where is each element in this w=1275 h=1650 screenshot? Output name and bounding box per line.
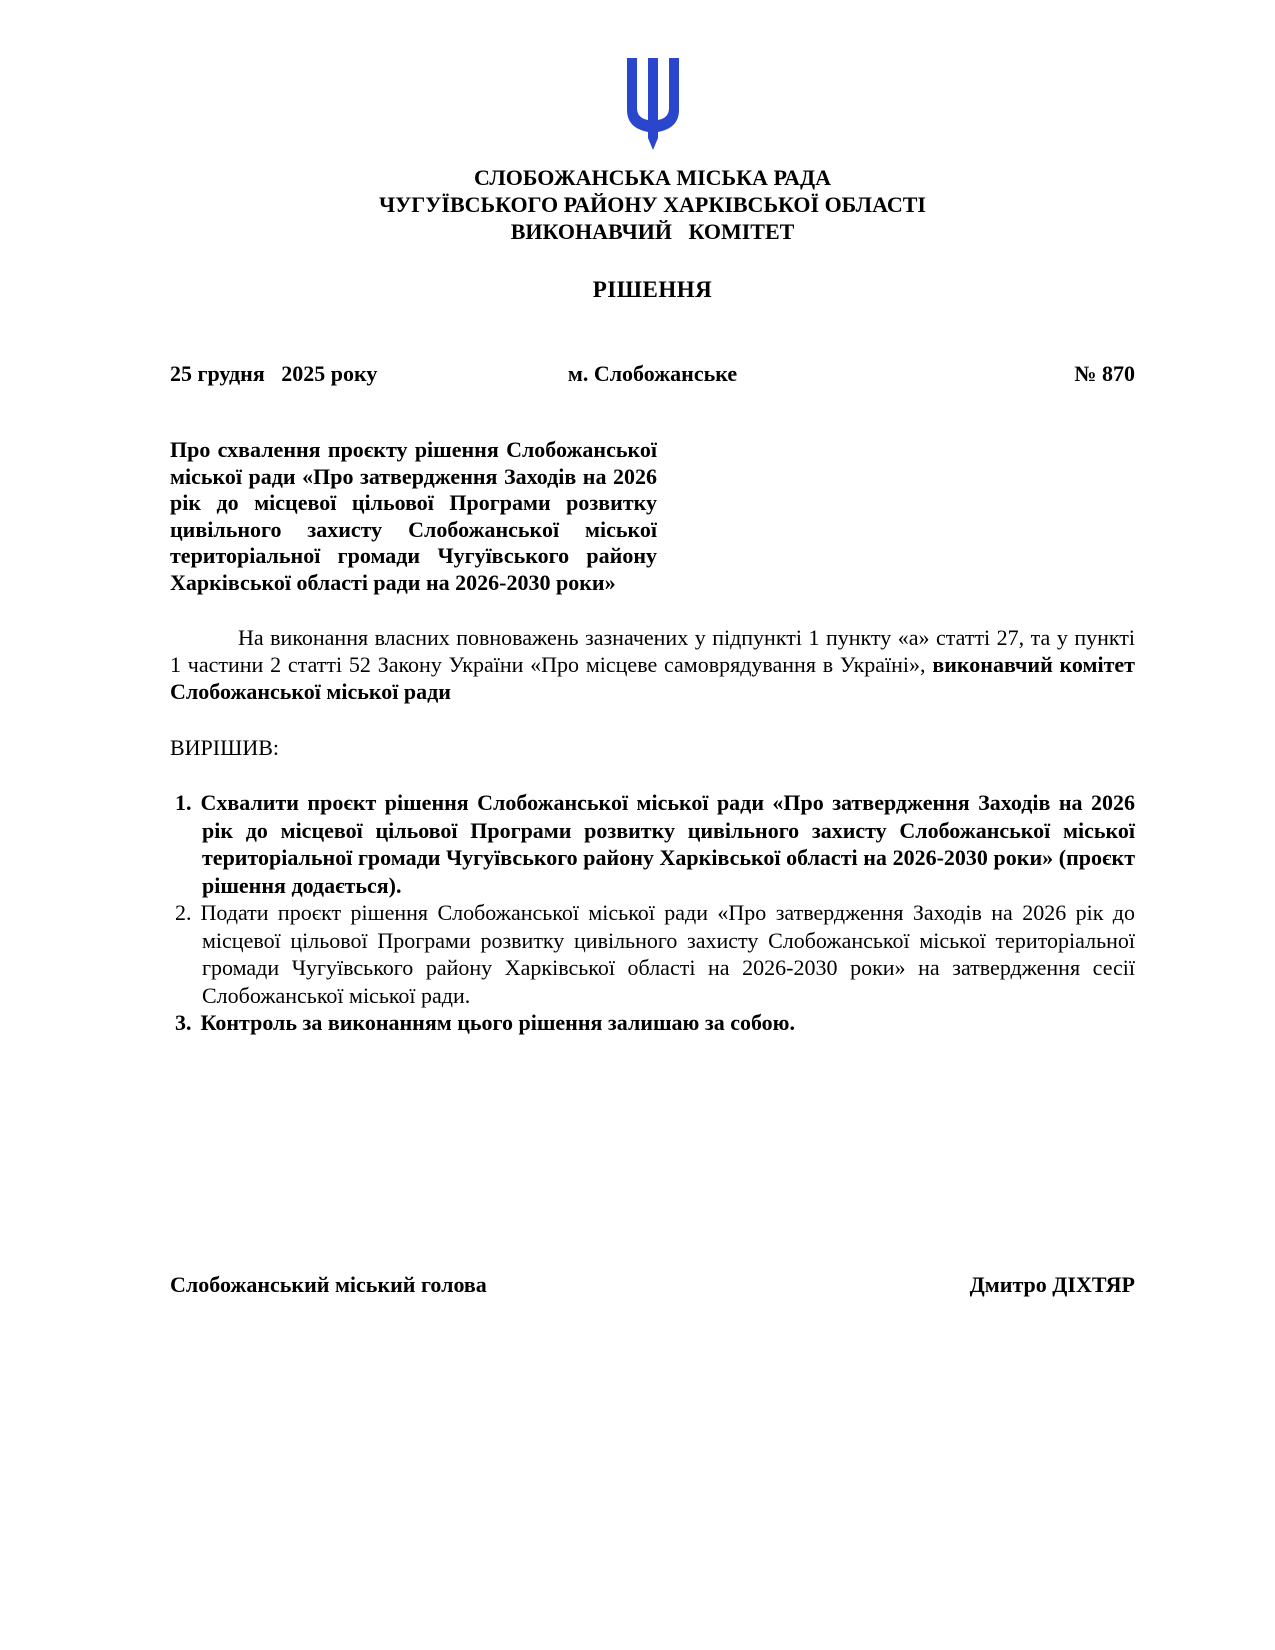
org-name-line3: ВИКОНАВЧИЙ КОМІТЕТ (510, 219, 795, 244)
trident-shape (627, 58, 679, 150)
document-number: № 870 (1074, 361, 1135, 386)
document-meta-row (170, 361, 1135, 387)
preamble-text: На виконання власних повноважень зазначених у підпункті 1 пункту «а» статті 27, та у пункті 1 частини 2 статті 52 Закону України «Про місцеве самоврядування в Україні», (170, 625, 1135, 677)
item-number: 1. (175, 790, 192, 815)
list-item-1 (170, 789, 1135, 899)
document-date: 25 грудня 2025 року (170, 361, 378, 386)
preamble-paragraph (170, 624, 1135, 705)
preamble-bold-text: виконавчий комітет Слобожанської міської ради (170, 652, 1135, 704)
org-name-line1: СЛОБОЖАНСЬКА МІСЬКА РАДА (474, 165, 831, 190)
signer-name: Дмитро ДІХТЯР (969, 1272, 1135, 1297)
trident-icon (621, 56, 685, 152)
signature-row (170, 1272, 1135, 1298)
item-number: 2. (175, 900, 192, 925)
item-text: Схвалити проєкт рішення Слобожанської міської ради «Про затвердження Заходів на 2026 рік до місцевої цільової Програми розвитку цивільного захисту Слобожанської міської територіальної громади Чугуївського району Харківської області на 2026-2030 роки» (проєкт рішення додається). (200, 790, 1135, 898)
document-type-title: РІШЕННЯ (592, 277, 713, 302)
signer-title: Слобожанський міський голова (170, 1272, 487, 1297)
item-text: Подати проєкт рішення Слобожанської міської ради «Про затвердження Заходів на 2026 рік до місцевої цільової Програми розвитку цивільного захисту Слобожанської міської територіальної громади Чугуївського району Харківської області на 2026-2030 роки» на затвердження сесії Слобожанської міської ради. (200, 900, 1135, 1008)
list-item-3 (170, 1009, 1135, 1037)
resolution-word: ВИРІШИВ: (170, 735, 279, 760)
document-subject: Про схвалення проєкту рішення Слобожанської міської ради «Про затвердження Заходів на 2026 рік до місцевої цільової Програми розвитку цивільного захисту Слобожанської міської територіальної громади Чугуївського району Харківської області ради на 2026-2030 роки» (170, 437, 657, 595)
org-header (170, 164, 1135, 245)
ukraine-trident-emblem (170, 56, 1135, 152)
item-text: Контроль за виконанням цього рішення залишаю за собою. (200, 1010, 795, 1035)
item-number: 3. (175, 1010, 192, 1035)
org-name-line2: ЧУГУЇВСЬКОГО РАЙОНУ ХАРКІВСЬКОЇ ОБЛАСТІ (378, 192, 926, 217)
document-place: м. Слобожанське (567, 361, 738, 386)
list-item-2 (170, 899, 1135, 1009)
resolution-items (170, 789, 1135, 1037)
